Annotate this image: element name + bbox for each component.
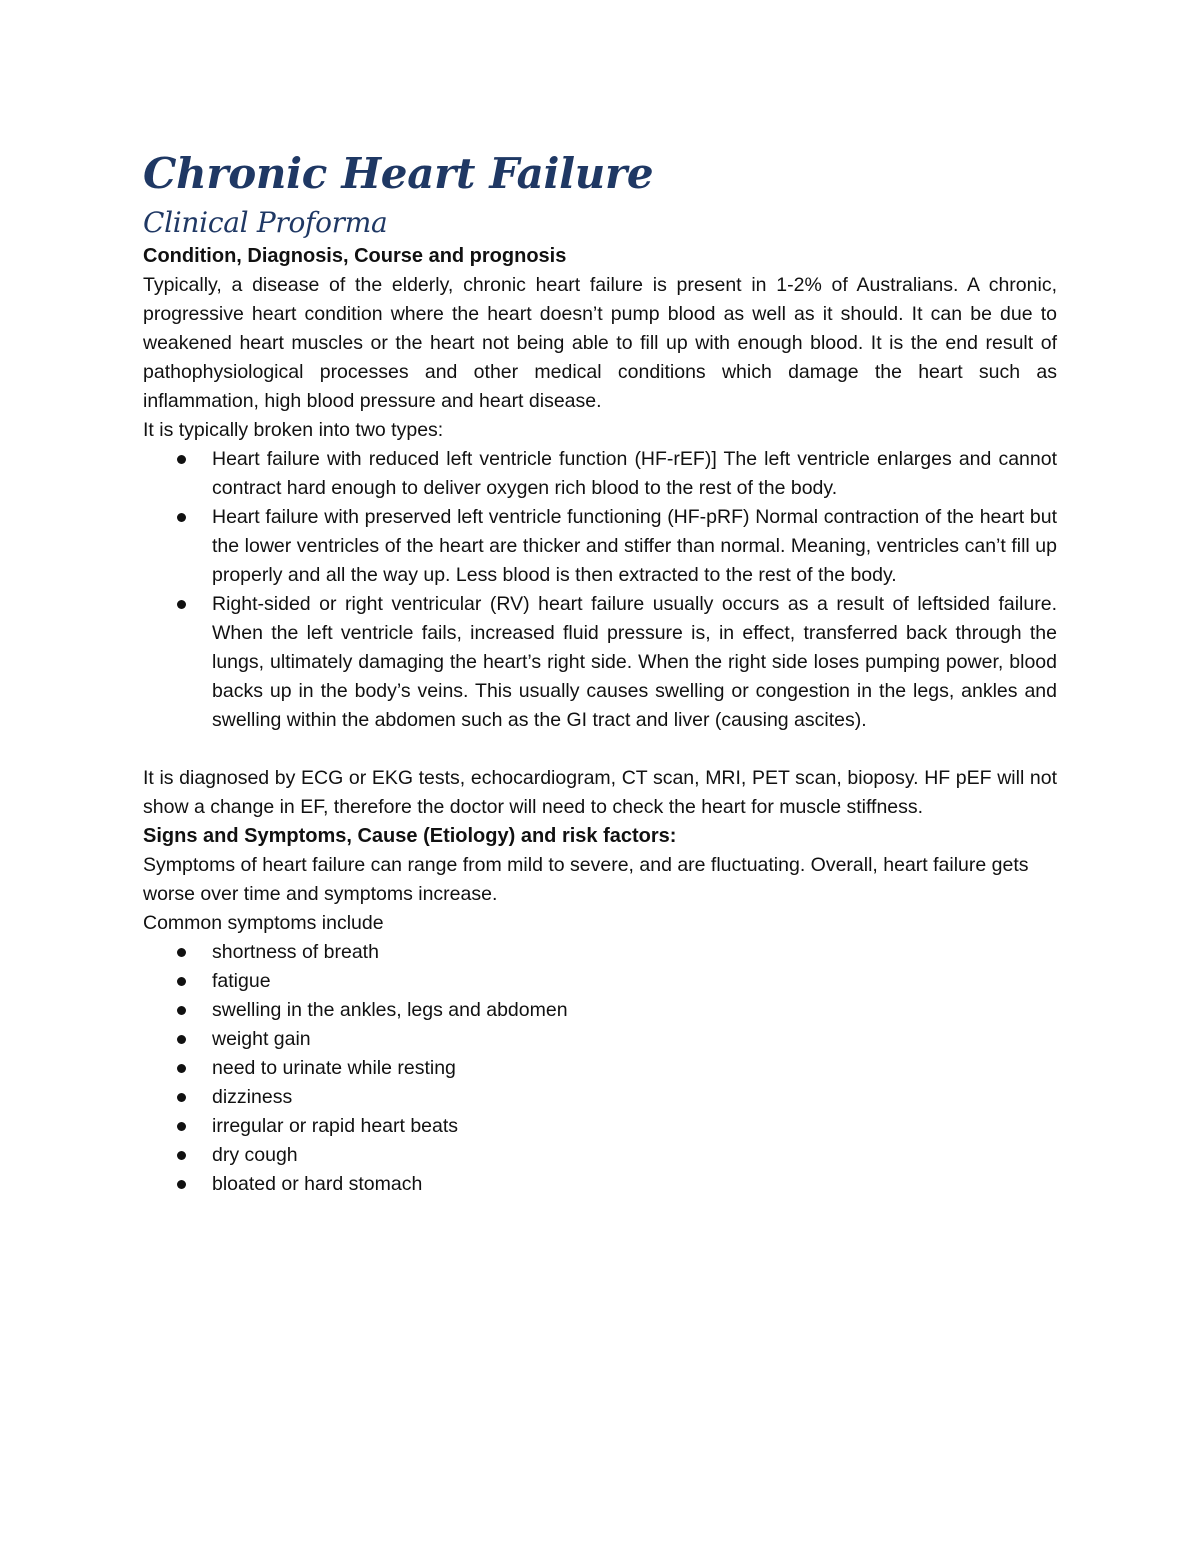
- list-item-text: irregular or rapid heart beats: [212, 1115, 459, 1137]
- list-item: [143, 1170, 1057, 1199]
- list-item-text: dry cough: [212, 1144, 298, 1166]
- bullet-icon: [177, 1064, 186, 1073]
- list-item: [143, 1141, 1057, 1170]
- section-heading-symptoms: Signs and Symptoms, Cause (Etiology) and risk factors:: [143, 825, 677, 847]
- list-item: [143, 967, 1057, 996]
- list-item-text: dizziness: [212, 1086, 293, 1108]
- bullet-icon: [177, 455, 186, 464]
- document-title: Chronic Heart Failure: [143, 149, 654, 198]
- list-item-text: Heart failure with preserved left ventricle functioning (HF-pRF) Normal contraction of the heart but the lower ventricles of the heart are thicker and stiffer than normal. Meaning, ventricles can’t fill up properly and all the way up. Less blood is then extracted to the rest of the body.: [212, 506, 1057, 586]
- bullet-icon: [177, 1151, 186, 1160]
- list-item-text: Heart failure with reduced left ventricle function (HF-rEF)] The left ventricle enlarges and cannot contract hard enough to deliver oxygen rich blood to the rest of the body.: [212, 448, 1057, 499]
- list-item: [143, 996, 1057, 1025]
- list-item: [143, 1054, 1057, 1083]
- bullet-icon: [177, 600, 186, 609]
- list-item: [143, 503, 1057, 590]
- bullet-icon: [177, 1035, 186, 1044]
- section-heading-condition: Condition, Diagnosis, Course and prognosis: [143, 245, 567, 267]
- list-item-text: need to urinate while resting: [212, 1057, 456, 1079]
- document-subtitle: Clinical Proforma: [143, 206, 388, 239]
- bullet-icon: [177, 1006, 186, 1015]
- bullet-icon: [177, 948, 186, 957]
- bullet-icon: [177, 513, 186, 522]
- types-lead-paragraph: It is typically broken into two types:: [143, 419, 444, 441]
- bullet-icon: [177, 1093, 186, 1102]
- list-item: [143, 1025, 1057, 1054]
- list-item-text: fatigue: [212, 970, 271, 992]
- list-item: [143, 1083, 1057, 1112]
- document-page: [143, 148, 1057, 1199]
- symptoms-lead-paragraph: Common symptoms include: [143, 912, 384, 934]
- bullet-icon: [177, 1122, 186, 1131]
- list-item: [143, 445, 1057, 503]
- list-item: [143, 590, 1057, 735]
- list-item-text: swelling in the ankles, legs and abdomen: [212, 999, 568, 1021]
- list-item: [143, 1112, 1057, 1141]
- symptoms-intro-paragraph: Symptoms of heart failure can range from mild to severe, and are fluctuating. Overall, heart failure gets worse over time and symptoms increase.: [143, 854, 1029, 905]
- list-item-text: shortness of breath: [212, 941, 379, 963]
- list-item: [143, 938, 1057, 967]
- paragraph-spacer: [143, 735, 1057, 764]
- symptoms-list: [143, 938, 1057, 1199]
- bullet-icon: [177, 977, 186, 986]
- list-item-text: weight gain: [212, 1028, 311, 1050]
- condition-intro-paragraph: Typically, a disease of the elderly, chronic heart failure is present in 1-2% of Australians. A chronic, progressive heart condition where the heart doesn’t pump blood as well as it should. It can be due to weakened heart muscles or the heart not being able to fill up with enough blood. It is the end result of pathophysiological processes and other medical conditions which damage the heart such as inflammation, high blood pressure and heart disease.: [143, 274, 1057, 412]
- list-item-text: Right-sided or right ventricular (RV) heart failure usually occurs as a result of leftsided failure. When the left ventricle fails, increased fluid pressure is, in effect, transferred back through the lungs, ultimately damaging the heart’s right side. When the right side loses pumping power, blood backs up in the body’s veins. This usually causes swelling or congestion in the legs, ankles and swelling within the abdomen such as the GI tract and liver (causing ascites).: [212, 593, 1057, 731]
- bullet-icon: [177, 1180, 186, 1189]
- heart-failure-types-list: [143, 445, 1057, 735]
- list-item-text: bloated or hard stomach: [212, 1173, 423, 1195]
- diagnosis-paragraph: It is diagnosed by ECG or EKG tests, echocardiogram, CT scan, MRI, PET scan, bioposy. HF pEF will not show a change in EF, therefore the doctor will need to check the heart for muscle stiffness.: [143, 767, 1057, 818]
